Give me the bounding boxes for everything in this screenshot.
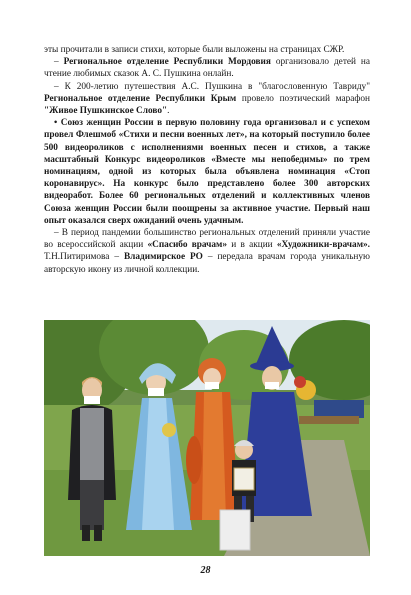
paragraph-continuation [44, 44, 370, 56]
text-run: – передала врачам города уникальную авторскую икону из личной коллекции. [44, 252, 370, 275]
paragraph-crimea [44, 81, 370, 118]
text-run: и в акции [227, 240, 277, 251]
text-run: – В период пандемии большинство региональных отделений приняли участие во всероссийской акции [44, 228, 370, 251]
marathon-title: "Живое Пушкинское Слово" [44, 106, 168, 117]
text-run: организовало детей на чтение любимых сказок А. С. Пушкина онлайн. [44, 57, 370, 80]
org-name-crimea: Региональное отделение Республики Крым [44, 93, 237, 104]
text-run: – К 200-летию путешествия А.С. Пушкина в "благословенную Тавриду" [54, 81, 370, 92]
paragraph-pandemic [44, 227, 370, 276]
text-run: эты прочитали в записи стихи, которые были выложены на страницах СЖР. [44, 45, 345, 55]
paragraph-flashmob [44, 117, 370, 227]
dash: – [54, 57, 64, 68]
text-run: . [167, 106, 170, 117]
text-run: • Союз женщин России в первую половину года организовал и с успехом провел Флешмоб «Стихи и песни военных лет», на который поступило более 500 видеороликов с исполнениями военных песен и стихов, а также масштабный Конкурс видеороликов «Вместе мы непобедимы» по трем номинациям, одной из которых была объявлена номинация «Стоп коронавирус». На конкурс было представлено более 300 авторских видеоработ. Более 60 региональных отделений и коллективных членов Союза женщин России были поощрены за активное участие. Первый наш опыт оказался сверх ожиданий очень удачным. [44, 118, 370, 226]
text-run: Т.Н.Питиримова – [44, 252, 124, 263]
action-name-artists: «Художники-врачам». [276, 240, 370, 251]
org-name-mordovia: Региональное отделение Республики Мордовия [63, 57, 271, 68]
paragraph-mordovia [44, 56, 370, 80]
org-name-vladimir: Владимирское РО [123, 252, 203, 263]
page-number: 28 [200, 565, 211, 576]
text-run: провело поэтический марафон [236, 93, 370, 104]
group-photo [44, 320, 370, 556]
article-text [44, 44, 370, 276]
photo-illustration [44, 320, 370, 556]
action-name-doctors: «Спасибо врачам» [147, 240, 228, 251]
